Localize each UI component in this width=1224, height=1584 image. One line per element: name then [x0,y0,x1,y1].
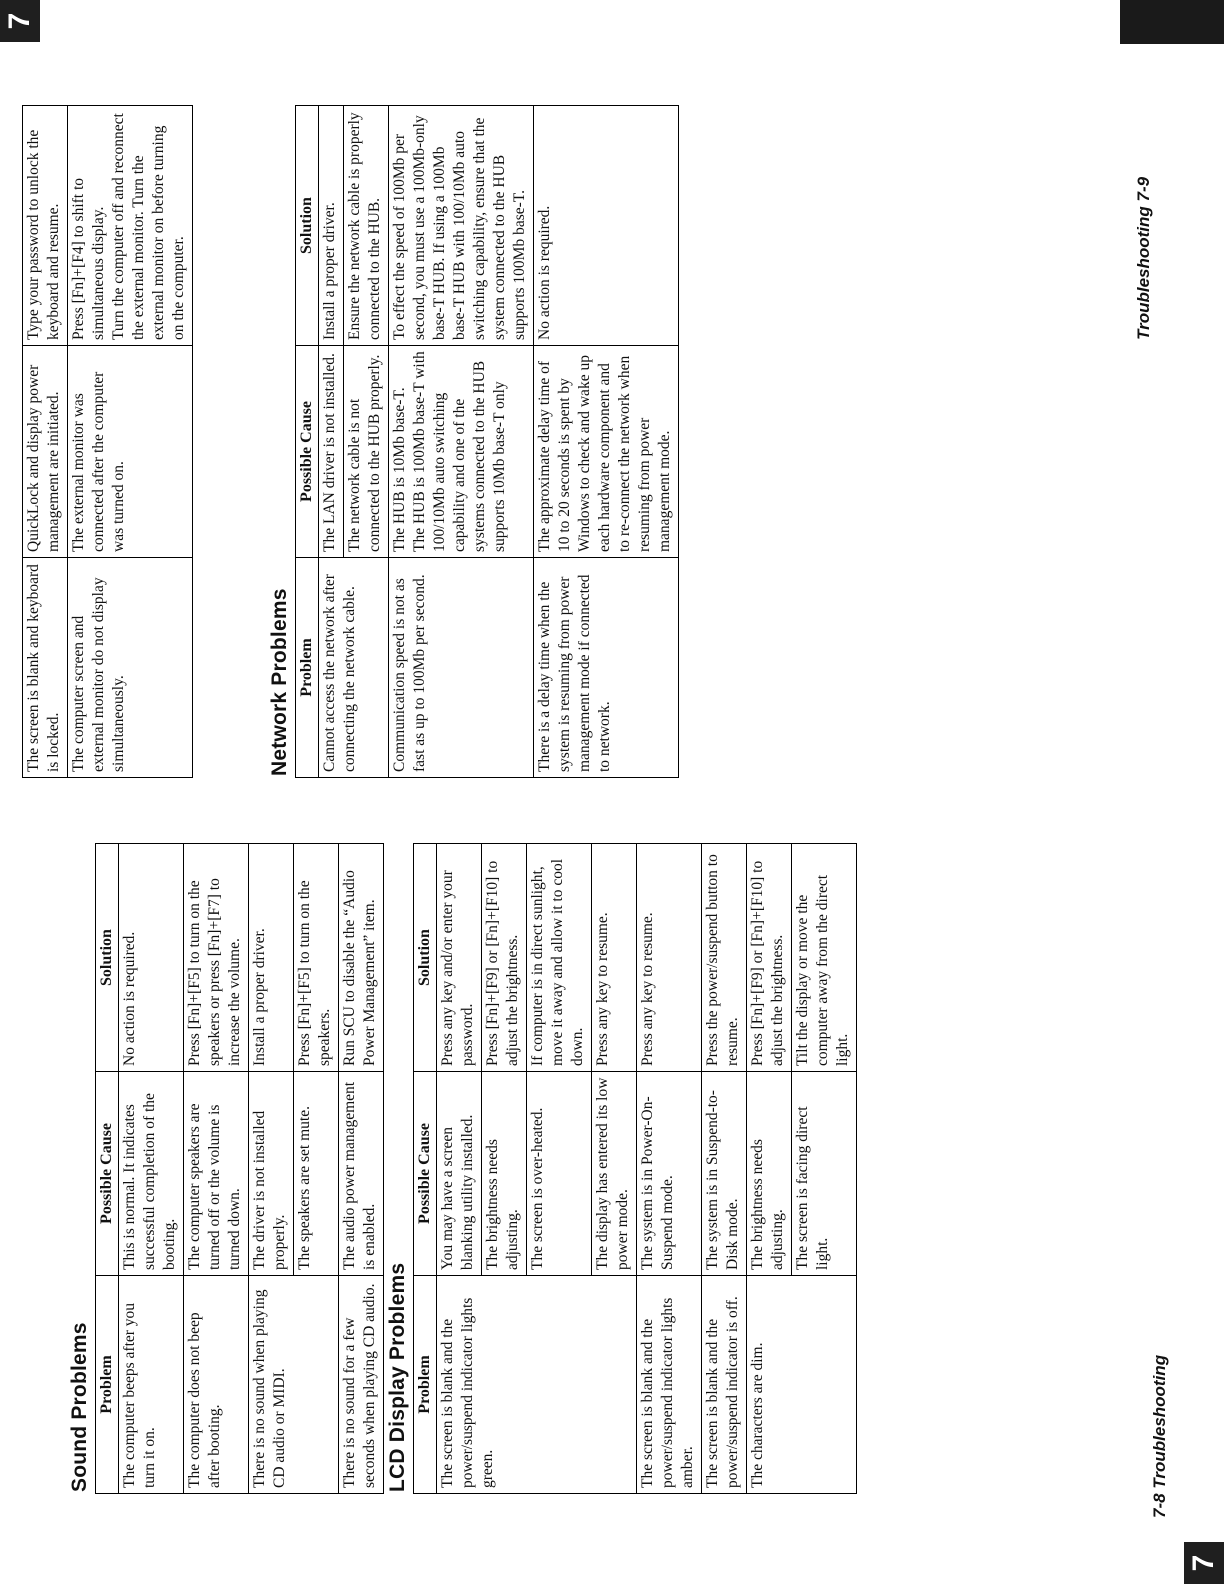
section-title: LCD Display Problems [386,1262,409,1492]
solution-cell: Press the power/suspend button to resume. [702,844,747,1072]
table-row [23,106,68,778]
problem-cell: The screen is blank and keyboard is locked. [23,558,68,778]
problem-cell: Communication speed is not as fast as up to 100Mb per second. [389,558,534,778]
sound-problems-table [95,843,384,1494]
header-possible-cause: Possible Cause [96,1072,119,1276]
table-row [702,844,747,1494]
possible-cause-cell: The system is in Suspend-to-Disk mode. [702,1072,747,1276]
solution-cell: No action is required. [119,844,184,1072]
possible-cause-cell: The computer speakers are turned off or the volume is turned down. [184,1072,249,1276]
solution-cell: If computer is in direct sunlight, move it away and allow it to cool down. [527,844,592,1072]
header-possible-cause: Possible Cause [296,346,319,558]
possible-cause-cell: The network cable is not connected to the HUB properly. [344,346,389,558]
solution-cell: To effect the speed of 100Mb per second, you must use a 100Mb-only base-T HUB. If using a 100Mb base-T HUB with 100/10Mb auto switching capability, ensure that the system connected to the HUB supports 100Mb base-T. [389,106,534,346]
possible-cause-cell: The external monitor was connected after the computer was turned on. [68,346,193,558]
problem-cell: The computer does not beep after booting. [184,1276,249,1494]
problem-cell: The screen is blank and the power/suspend indicator lights green. [437,1276,637,1494]
lcd-problems-table [413,843,857,1494]
table-row [437,844,482,1494]
solution-cell: Install a proper driver. [319,106,344,346]
section-title: Network Problems [268,588,291,776]
solution-cell: Type your password to unlock the keyboard and resume. [23,106,68,346]
solution-cell: Press [Fn]+[F4] to shift to simultaneous display. Turn the computer off and reconnect the external monitor. Turn the external monitor on before turning on the computer. [68,106,193,346]
table-header-row [414,844,437,1494]
network-problems-table [295,105,679,778]
solution-cell: Tilt the display or move the computer away from the direct light. [792,844,857,1072]
solution-cell: Press [Fn]+[F5] to turn on the speakers or press [Fn]+[F7] to increase the volume. [184,844,249,1072]
header-solution: Solution [296,106,319,346]
possible-cause-cell: The driver is not installed properly. [249,1072,294,1276]
table-row [637,844,702,1494]
possible-cause-cell: The LAN driver is not installed. [319,346,344,558]
scan-edge-shadow [1120,0,1224,44]
table-row [68,106,193,778]
problem-cell: The screen is blank and the power/suspend indicator lights amber. [637,1276,702,1494]
table-row [119,844,184,1494]
network-problems-section [268,105,679,778]
possible-cause-cell: You may have a screen blanking utility installed. [437,1072,482,1276]
sound-problems-section [68,843,384,1494]
problem-cell: The screen is blank and the power/suspend indicator is off. [702,1276,747,1494]
solution-cell: Press [Fn]+[F5] to turn on the speakers. [294,844,339,1072]
table-row [184,844,249,1494]
header-solution: Solution [96,844,119,1072]
lcd-continued-table [22,105,193,778]
problem-cell: There is no sound when playing CD audio or MIDI. [249,1276,339,1494]
possible-cause-cell: QuickLock and display power management are initiated. [23,346,68,558]
possible-cause-cell: The display has entered its low power mode. [592,1072,637,1276]
header-possible-cause: Possible Cause [414,1072,437,1276]
header-problem: Problem [296,558,319,778]
table-row [389,106,534,778]
problem-cell: Cannot access the network after connecting the network cable. [319,558,389,778]
problem-cell: The computer screen and external monitor do not display simultaneously. [68,558,193,778]
header-solution: Solution [414,844,437,1072]
problem-cell: There is no sound for a few seconds when playing CD audio. [339,1276,384,1494]
chapter-tab-marker: 7 [1184,1542,1224,1584]
page-footer-left: 7-8 Troubleshooting [1150,1354,1169,1518]
table-header-row [296,106,319,778]
chapter-tab-marker: 7 [0,0,40,42]
solution-cell: Ensure the network cable is properly connected to the HUB. [344,106,389,346]
solution-cell: Press any key to resume. [637,844,702,1072]
possible-cause-cell: The system is in Power-On-Suspend mode. [637,1072,702,1276]
solution-cell: Press any key to resume. [592,844,637,1072]
solution-cell: Install a proper driver. [249,844,294,1072]
problem-cell: The computer beeps after you turn it on. [119,1276,184,1494]
possible-cause-cell: The brightness needs adjusting. [747,1072,792,1276]
table-row [747,844,792,1494]
possible-cause-cell: The screen is over-heated. [527,1072,592,1276]
possible-cause-cell: This is normal. It indicates successful completion of the booting. [119,1072,184,1276]
possible-cause-cell: The screen is facing direct light. [792,1072,857,1276]
page-footer-right: Troubleshooting 7-9 [1134,176,1153,340]
possible-cause-cell: The approximate delay time of 10 to 20 seconds is spent by Windows to check and wake up each hardware component and to re-connect the network when resuming from power management mode. [534,346,679,558]
solution-cell: Press any key and/or enter your password. [437,844,482,1072]
problem-cell: The characters are dim. [747,1276,857,1494]
table-row [249,844,294,1494]
possible-cause-cell: The brightness needs adjusting. [482,1072,527,1276]
possible-cause-cell: The HUB is 10Mb base-T. The HUB is 100Mb base-T with 100/10Mb auto switching capability and one of the systems connected to the HUB supports 10Mb base-T only [389,346,534,558]
possible-cause-cell: The speakers are set mute. [294,1072,339,1276]
table-row [319,106,344,778]
solution-cell: No action is required. [534,106,679,346]
solution-cell: Press [Fn]+[F9] or [Fn]+[F10] to adjust the brightness. [482,844,527,1072]
solution-cell: Run SCU to disable the “Audio Power Management” item. [339,844,384,1072]
table-row [339,844,384,1494]
table-row [534,106,679,778]
lcd-continued-section [22,105,193,778]
left-page [0,792,1224,1584]
header-problem: Problem [414,1276,437,1494]
table-header-row [96,844,119,1494]
solution-cell: Press [Fn]+[F9] or [Fn]+[F10] to adjust the brightness. [747,844,792,1072]
header-problem: Problem [96,1276,119,1494]
lcd-display-problems-section [386,843,857,1494]
section-title: Sound Problems [68,1322,91,1492]
possible-cause-cell: The audio power management is enabled. [339,1072,384,1276]
problem-cell: There is a delay time when the system is resuming from power management mode if connected to network. [534,558,679,778]
